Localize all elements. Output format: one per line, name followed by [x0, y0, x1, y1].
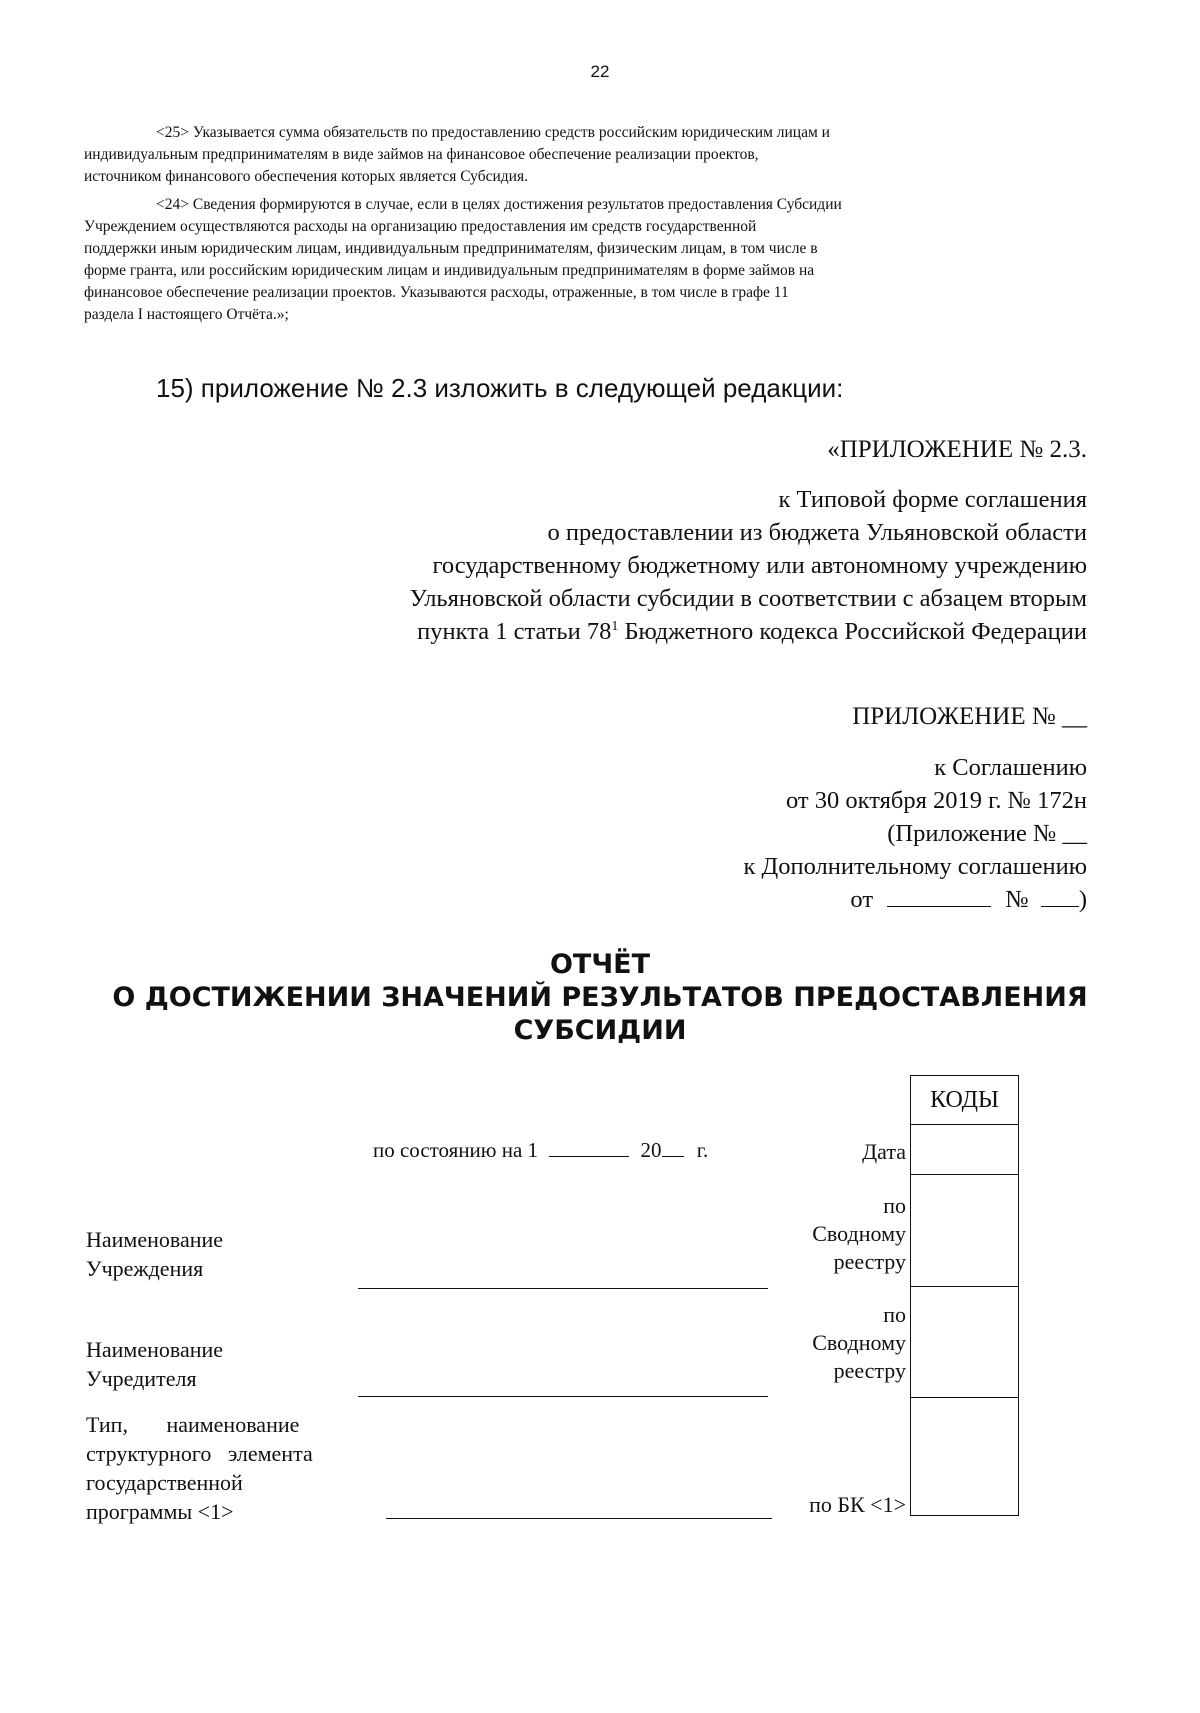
annex-reference — [410, 483, 1087, 648]
annex-line-text: Бюджетного кодекса Российской Федерации — [618, 618, 1087, 645]
label-line: Наименование — [86, 1227, 224, 1252]
code-cell-institution[interactable] — [910, 1175, 1019, 1287]
annex-line: о предоставлении из бюджета Ульяновской области — [547, 519, 1087, 546]
as-of-date-line — [373, 1138, 708, 1163]
code-cell-bk[interactable] — [910, 1398, 1019, 1516]
program-element-field[interactable] — [386, 1518, 772, 1519]
institution-name-field[interactable] — [358, 1288, 768, 1289]
annex-title: «ПРИЛОЖЕНИЕ № 2.3. — [827, 436, 1087, 463]
agreement-line: к Дополнительному соглашению — [743, 853, 1087, 880]
annex-line: к Типовой форме соглашения — [778, 486, 1087, 513]
superscript-number: 1 — [611, 618, 619, 634]
agreement-line: к Соглашению — [934, 754, 1087, 781]
footnote-line: форме гранта, или российским юридическим лицам и индивидуальным предпринимателям в форме займов на — [84, 262, 815, 279]
label-line: по — [883, 1193, 906, 1218]
code-cell-founder[interactable] — [910, 1287, 1019, 1398]
footnote-line: Учреждением осуществляются расходы на организацию предоставления им средств государственной — [84, 218, 757, 235]
program-element-label — [86, 1410, 356, 1526]
annex-line: Ульяновской области субсидии в соответствии с абзацем вторым — [409, 585, 1087, 612]
date-label: Дата — [862, 1139, 906, 1164]
footnote-line: финансовое обеспечение реализации проектов. Указываются расходы, отраженные, в том числе в графе 11 — [84, 284, 789, 301]
page-number: 22 — [590, 62, 610, 81]
founder-label — [86, 1335, 223, 1393]
code-cell-date[interactable] — [910, 1124, 1019, 1175]
agreement-reference — [743, 751, 1087, 916]
report-title-line: ОТЧЁТ — [549, 949, 651, 980]
report-title-line: СУБСИДИИ — [513, 1015, 687, 1046]
amendment-instruction: 15) приложение № 2.3 изложить в следующей редакции: — [156, 373, 844, 403]
additional-agreement-fill-line — [743, 883, 1087, 916]
footnote-line: источником финансового обеспечения которых является Субсидия. — [84, 168, 528, 185]
footnote-line: индивидуальным предпринимателям в виде займов на финансовое обеспечение реализации проектов, — [84, 146, 759, 163]
label-line: структурного элемента — [86, 1441, 313, 1466]
label-line: Тип, наименование — [86, 1412, 300, 1437]
attachment-title: ПРИЛОЖЕНИЕ № __ — [852, 703, 1087, 730]
footnote-24 — [84, 194, 1087, 326]
date-blank[interactable] — [887, 888, 991, 907]
annex-line-last — [410, 615, 1087, 648]
codes-header: КОДЫ — [910, 1075, 1019, 1125]
as-of-label: по состоянию на 1 — [373, 1138, 539, 1162]
label-line: по — [883, 1302, 906, 1327]
label-line: реестру — [833, 1249, 906, 1274]
agreement-line: от 30 октября 2019 г. № 172н — [786, 787, 1087, 814]
label-line: реестру — [833, 1358, 906, 1383]
registry-label-founder — [812, 1301, 906, 1385]
label-line: Учреждения — [86, 1256, 204, 1281]
from-label: от — [850, 886, 874, 913]
agreement-line: (Приложение № __ — [887, 820, 1087, 847]
label-line: Учредителя — [86, 1366, 197, 1391]
bk-label: по БК <1> — [809, 1492, 906, 1517]
number-sign: № — [1005, 886, 1029, 913]
year-suffix: г. — [696, 1138, 709, 1162]
label-line: Сводному — [812, 1330, 906, 1355]
annex-line: государственному бюджетному или автономному учреждению — [432, 552, 1087, 579]
footnote-line: <24> Сведения формируются в случае, если в целях достижения результатов предоставления Субсидии — [156, 196, 842, 213]
institution-label — [86, 1225, 223, 1283]
report-title-line: О ДОСТИЖЕНИИ ЗНАЧЕНИЙ РЕЗУЛЬТАТОВ ПРЕДОСТАВЛЕНИЯ — [112, 982, 1088, 1013]
number-blank[interactable] — [1041, 888, 1079, 907]
year-prefix: 20 — [640, 1138, 662, 1162]
label-line: Сводному — [812, 1221, 906, 1246]
close-paren: ) — [1078, 886, 1087, 913]
registry-label-institution — [812, 1192, 906, 1276]
footnote-25 — [84, 122, 1087, 188]
month-blank[interactable] — [549, 1138, 629, 1157]
year-blank[interactable] — [662, 1138, 684, 1157]
label-line: программы <1> — [86, 1499, 234, 1524]
label-line: государственной — [86, 1470, 243, 1495]
footnote-line: раздела I настоящего Отчёта.»; — [84, 306, 289, 323]
report-title — [0, 948, 1200, 1047]
founder-name-field[interactable] — [358, 1396, 768, 1397]
annex-line-text: пункта 1 статьи 78 — [417, 618, 612, 645]
footnote-line: <25> Указывается сумма обязательств по предоставлению средств российским юридическим лицам и — [156, 124, 830, 141]
label-line: Наименование — [86, 1337, 224, 1362]
footnote-line: поддержки иным юридическим лицам, индивидуальным предпринимателям, физическим лицам, в том числе в — [84, 240, 818, 257]
